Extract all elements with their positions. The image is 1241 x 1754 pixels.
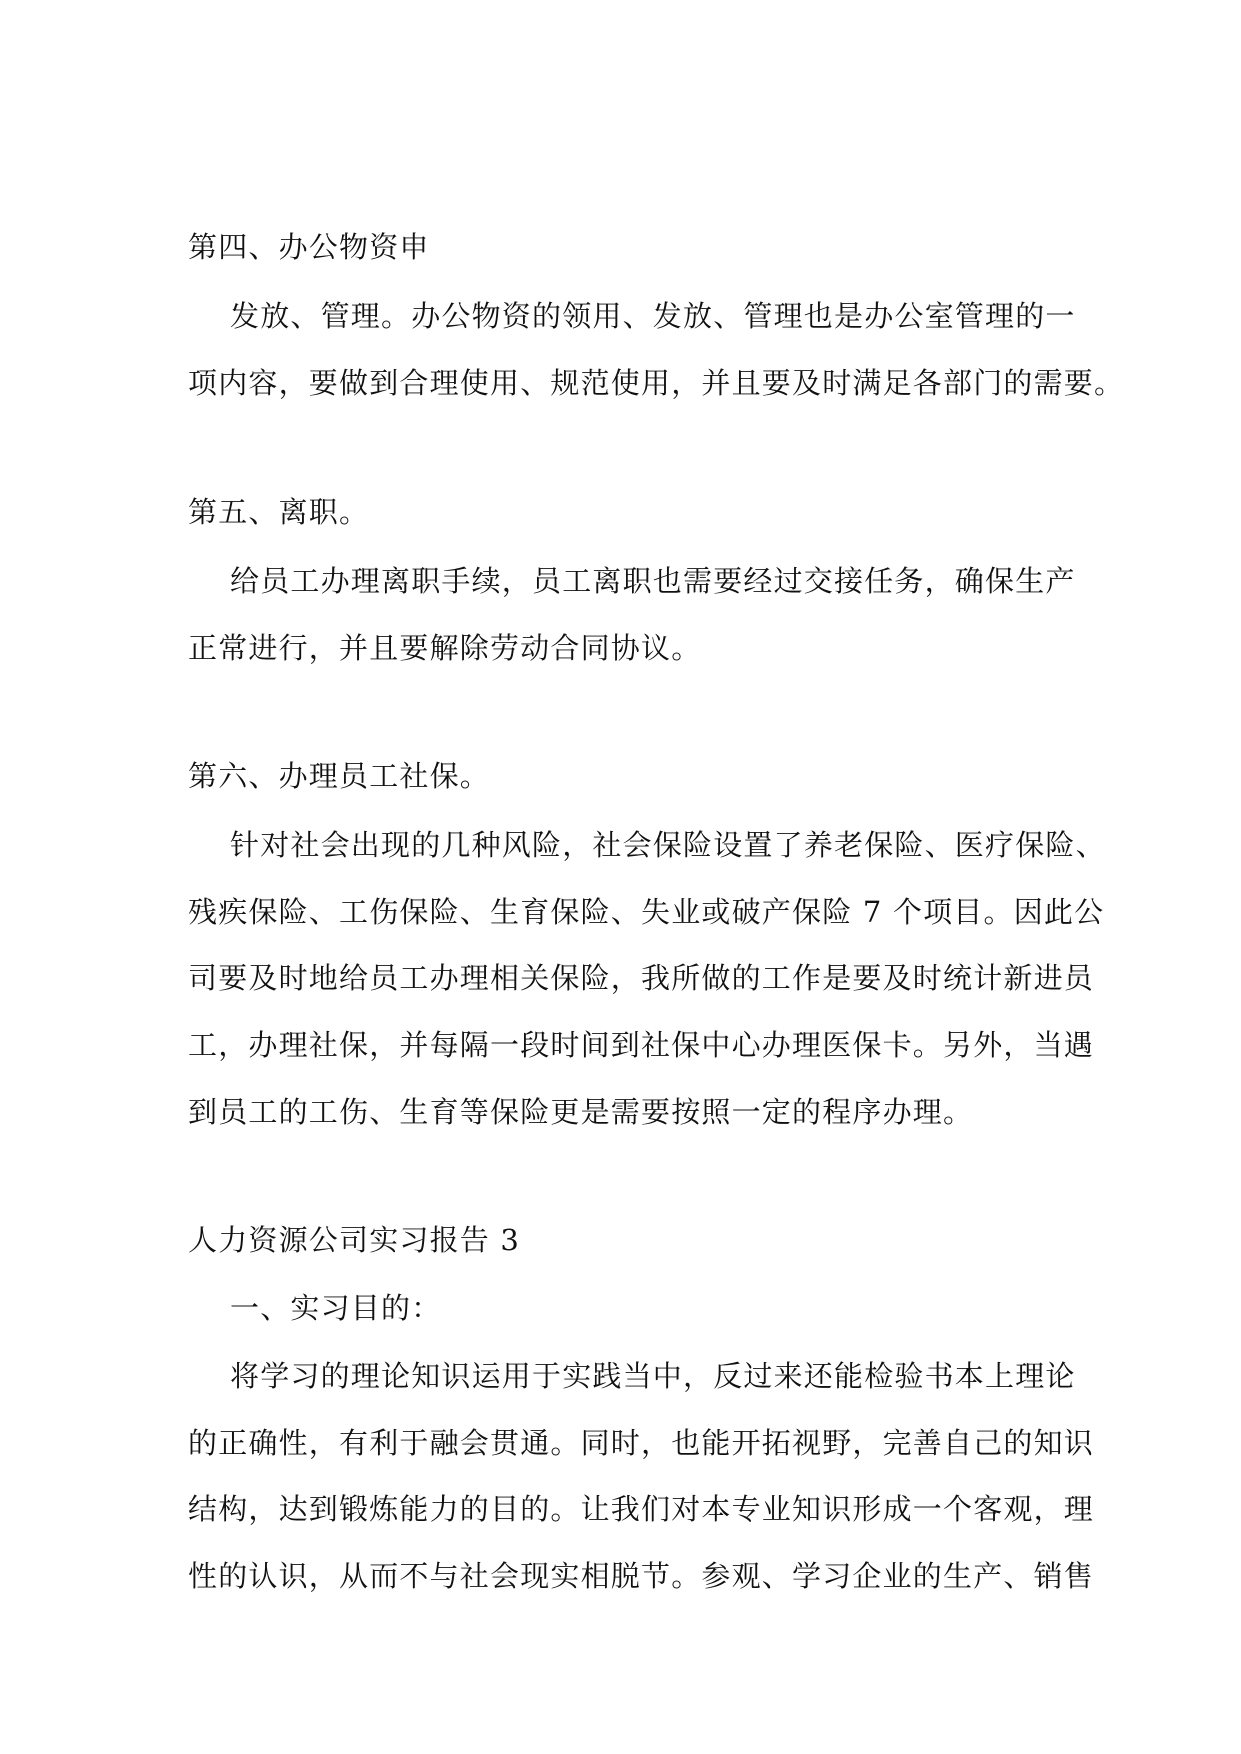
section-6-paragraph-line-5: 到员工的工伤、生育等保险更是需要按照一定的程序办理。	[188, 1095, 974, 1129]
report-paragraph-line-1: 将学习的理论知识运用于实践当中，反过来还能检验书本上理论	[230, 1359, 1076, 1393]
section-5-paragraph-line-1: 给员工办理离职手续，员工离职也需要经过交接任务，确保生产	[230, 564, 1076, 598]
section-6-heading: 第六、办理员工社保。	[188, 759, 491, 793]
report-subheading: 一、实习目的：	[230, 1291, 442, 1325]
section-4-paragraph-line-1: 发放、管理。办公物资的领用、发放、管理也是办公室管理的一	[230, 299, 1076, 333]
report-paragraph-line-3: 结构，达到锻炼能力的目的。让我们对本专业知识形成一个客观，理	[188, 1492, 1095, 1526]
report-title: 人力资源公司实习报告 3	[188, 1223, 521, 1257]
section-6-paragraph-line-2: 残疾保险、工伤保险、生育保险、失业或破产保险 7 个项目。因此公	[188, 895, 1105, 929]
report-paragraph-line-4: 性的认识，从而不与社会现实相脱节。参观、学习企业的生产、销售	[188, 1559, 1095, 1593]
report-paragraph-line-2: 的正确性，有利于融会贯通。同时，也能开拓视野，完善自己的知识	[188, 1426, 1095, 1460]
section-6-paragraph-line-3: 司要及时地给员工办理相关保险，我所做的工作是要及时统计新进员	[188, 961, 1095, 995]
section-4-heading: 第四、办公物资申	[188, 230, 430, 264]
section-6-paragraph-line-1: 针对社会出现的几种风险，社会保险设置了养老保险、医疗保险、	[230, 828, 1106, 862]
section-5-heading: 第五、离职。	[188, 495, 370, 529]
section-6-paragraph-line-4: 工，办理社保，并每隔一段时间到社保中心办理医保卡。另外，当遇	[188, 1028, 1095, 1062]
section-5-paragraph-line-2: 正常进行，并且要解除劳动合同协议。	[188, 631, 702, 665]
section-4-paragraph-line-2: 项内容，要做到合理使用、规范使用，并且要及时满足各部门的需要。	[188, 366, 1125, 400]
